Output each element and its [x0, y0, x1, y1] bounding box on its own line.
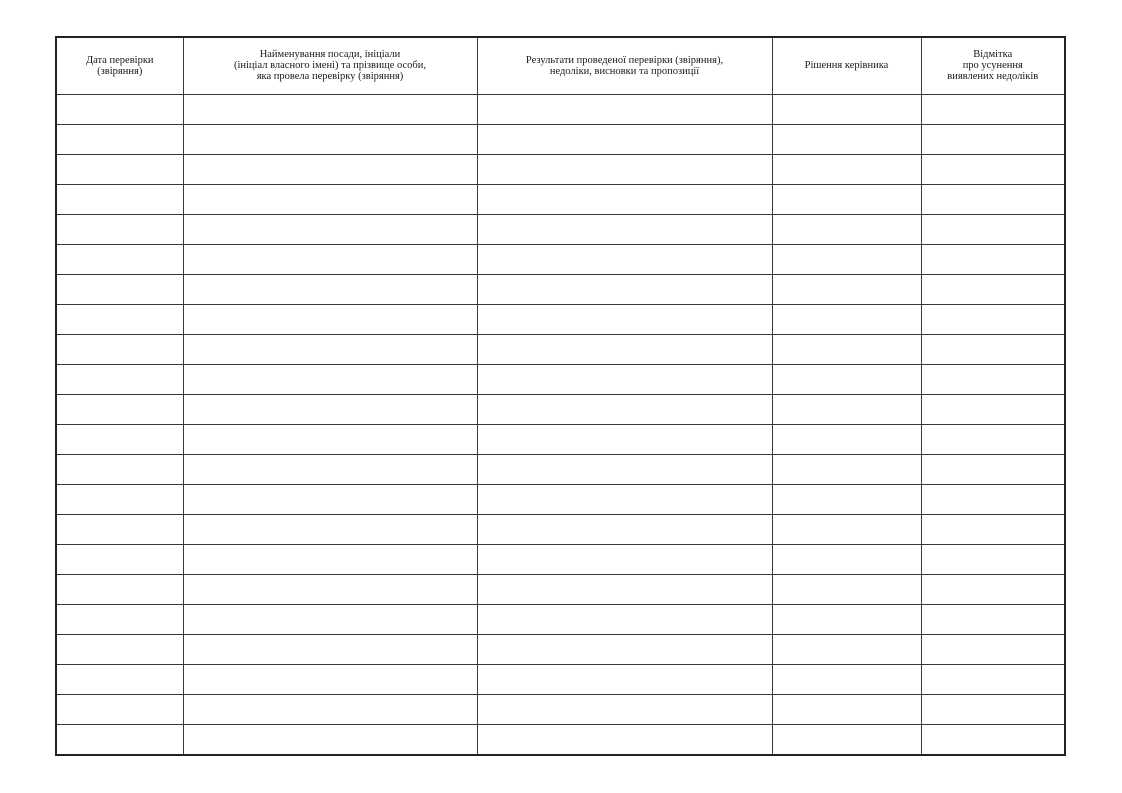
table-cell-decision[interactable] [772, 454, 921, 484]
table-cell-date[interactable] [57, 364, 183, 394]
table-cell-date[interactable] [57, 244, 183, 274]
table-cell-results[interactable] [477, 574, 772, 604]
table-cell-date[interactable] [57, 574, 183, 604]
table-cell-decision[interactable] [772, 334, 921, 364]
table-cell-results[interactable] [477, 304, 772, 334]
table-cell-inspector[interactable] [183, 364, 477, 394]
table-cell-remedy[interactable] [921, 574, 1064, 604]
table-cell-decision[interactable] [772, 634, 921, 664]
table-cell-remedy[interactable] [921, 724, 1064, 754]
table-cell-decision[interactable] [772, 94, 921, 124]
table-cell-results[interactable] [477, 514, 772, 544]
table-row [57, 664, 1064, 694]
table-row [57, 94, 1064, 124]
column-header-decision: Рішення керівника [772, 38, 921, 94]
table-cell-results[interactable] [477, 184, 772, 214]
table-cell-decision[interactable] [772, 484, 921, 514]
table-cell-inspector[interactable] [183, 484, 477, 514]
table-cell-date[interactable] [57, 94, 183, 124]
table-row [57, 454, 1064, 484]
table-cell-remedy[interactable] [921, 214, 1064, 244]
table-cell-remedy[interactable] [921, 334, 1064, 364]
table-cell-date[interactable] [57, 184, 183, 214]
table-row [57, 514, 1064, 544]
table-cell-inspector[interactable] [183, 514, 477, 544]
table-cell-date[interactable] [57, 724, 183, 754]
table-cell-remedy[interactable] [921, 484, 1064, 514]
table-cell-inspector[interactable] [183, 694, 477, 724]
table-cell-date[interactable] [57, 214, 183, 244]
table-cell-inspector[interactable] [183, 94, 477, 124]
table-cell-date[interactable] [57, 154, 183, 184]
table-cell-date[interactable] [57, 484, 183, 514]
table-cell-inspector[interactable] [183, 274, 477, 304]
table-cell-remedy[interactable] [921, 694, 1064, 724]
table-cell-inspector[interactable] [183, 334, 477, 364]
table-cell-decision[interactable] [772, 544, 921, 574]
table-cell-inspector[interactable] [183, 394, 477, 424]
table-cell-results[interactable] [477, 664, 772, 694]
table-cell-inspector[interactable] [183, 214, 477, 244]
table-cell-decision[interactable] [772, 124, 921, 154]
table-cell-results[interactable] [477, 334, 772, 364]
table-cell-results[interactable] [477, 604, 772, 634]
table-cell-inspector[interactable] [183, 724, 477, 754]
table-cell-date[interactable] [57, 634, 183, 664]
table-cell-date[interactable] [57, 514, 183, 544]
table-cell-decision[interactable] [772, 274, 921, 304]
table-row [57, 154, 1064, 184]
table-row [57, 244, 1064, 274]
table-cell-results[interactable] [477, 454, 772, 484]
table-cell-date[interactable] [57, 544, 183, 574]
table-cell-inspector[interactable] [183, 244, 477, 274]
table-cell-decision[interactable] [772, 184, 921, 214]
table-cell-inspector[interactable] [183, 544, 477, 574]
table-cell-inspector[interactable] [183, 604, 477, 634]
table-cell-remedy[interactable] [921, 364, 1064, 394]
table-cell-remedy[interactable] [921, 394, 1064, 424]
column-header-date: Дата перевірки (звіряння) [57, 38, 183, 94]
table-cell-remedy[interactable] [921, 304, 1064, 334]
table-row [57, 544, 1064, 574]
table-row [57, 724, 1064, 754]
table-cell-date[interactable] [57, 454, 183, 484]
table-cell-date[interactable] [57, 334, 183, 364]
table-cell-remedy[interactable] [921, 94, 1064, 124]
table-cell-date[interactable] [57, 304, 183, 334]
table-cell-remedy[interactable] [921, 124, 1064, 154]
table-cell-decision[interactable] [772, 664, 921, 694]
table-cell-results[interactable] [477, 94, 772, 124]
table-cell-remedy[interactable] [921, 604, 1064, 634]
inspection-log-table [57, 38, 1064, 754]
table-row [57, 304, 1064, 334]
table-cell-results[interactable] [477, 214, 772, 244]
table-cell-decision[interactable] [772, 514, 921, 544]
table-row [57, 214, 1064, 244]
table-cell-inspector[interactable] [183, 574, 477, 604]
table-cell-remedy[interactable] [921, 244, 1064, 274]
table-cell-remedy[interactable] [921, 184, 1064, 214]
table-cell-decision[interactable] [772, 694, 921, 724]
table-cell-results[interactable] [477, 634, 772, 664]
table-cell-date[interactable] [57, 424, 183, 454]
table-cell-date[interactable] [57, 394, 183, 424]
table-cell-decision[interactable] [772, 214, 921, 244]
table-row [57, 634, 1064, 664]
table-cell-remedy[interactable] [921, 664, 1064, 694]
table-body [57, 94, 1064, 754]
table-cell-date[interactable] [57, 604, 183, 634]
table-cell-decision[interactable] [772, 394, 921, 424]
table-cell-results[interactable] [477, 544, 772, 574]
table-cell-results[interactable] [477, 124, 772, 154]
table-cell-results[interactable] [477, 364, 772, 394]
table-cell-remedy[interactable] [921, 634, 1064, 664]
table-cell-decision[interactable] [772, 154, 921, 184]
table-cell-remedy[interactable] [921, 454, 1064, 484]
table-row [57, 484, 1064, 514]
table-row [57, 364, 1064, 394]
table-cell-results[interactable] [477, 694, 772, 724]
table-cell-inspector[interactable] [183, 664, 477, 694]
table-row [57, 424, 1064, 454]
table-cell-remedy[interactable] [921, 424, 1064, 454]
table-cell-remedy[interactable] [921, 154, 1064, 184]
table-row [57, 604, 1064, 634]
table-cell-inspector[interactable] [183, 124, 477, 154]
table-row [57, 694, 1064, 724]
inspection-log-form [55, 36, 1066, 756]
table-row [57, 334, 1064, 364]
table-cell-decision[interactable] [772, 604, 921, 634]
table-cell-remedy[interactable] [921, 514, 1064, 544]
column-header-inspector: Найменування посади, ініціали (ініціал власного імені) та прізвище особи, яка провела перевірку (звіряння) [183, 38, 477, 94]
table-cell-inspector[interactable] [183, 454, 477, 484]
table-row [57, 184, 1064, 214]
table-cell-decision[interactable] [772, 244, 921, 274]
table-cell-inspector[interactable] [183, 154, 477, 184]
column-header-remedy: Відмітка про усунення виявлених недоліків [921, 38, 1064, 94]
table-row [57, 124, 1064, 154]
table-row [57, 394, 1064, 424]
table-cell-date[interactable] [57, 694, 183, 724]
table-row [57, 274, 1064, 304]
table-cell-results[interactable] [477, 244, 772, 274]
table-cell-remedy[interactable] [921, 544, 1064, 574]
table-cell-date[interactable] [57, 124, 183, 154]
table-row [57, 574, 1064, 604]
table-cell-decision[interactable] [772, 424, 921, 454]
table-header-row [57, 38, 1064, 94]
table-cell-results[interactable] [477, 394, 772, 424]
table-cell-results[interactable] [477, 154, 772, 184]
table-cell-inspector[interactable] [183, 184, 477, 214]
table-cell-results[interactable] [477, 274, 772, 304]
table-cell-inspector[interactable] [183, 424, 477, 454]
table-cell-inspector[interactable] [183, 304, 477, 334]
table-cell-decision[interactable] [772, 304, 921, 334]
table-cell-remedy[interactable] [921, 274, 1064, 304]
table-cell-decision[interactable] [772, 574, 921, 604]
table-cell-date[interactable] [57, 664, 183, 694]
table-cell-decision[interactable] [772, 364, 921, 394]
table-cell-results[interactable] [477, 424, 772, 454]
table-cell-inspector[interactable] [183, 634, 477, 664]
column-header-results: Результати проведеної перевірки (звіряння), недоліки, висновки та пропозиції [477, 38, 772, 94]
table-cell-results[interactable] [477, 724, 772, 754]
table-cell-results[interactable] [477, 484, 772, 514]
table-cell-date[interactable] [57, 274, 183, 304]
table-cell-decision[interactable] [772, 724, 921, 754]
